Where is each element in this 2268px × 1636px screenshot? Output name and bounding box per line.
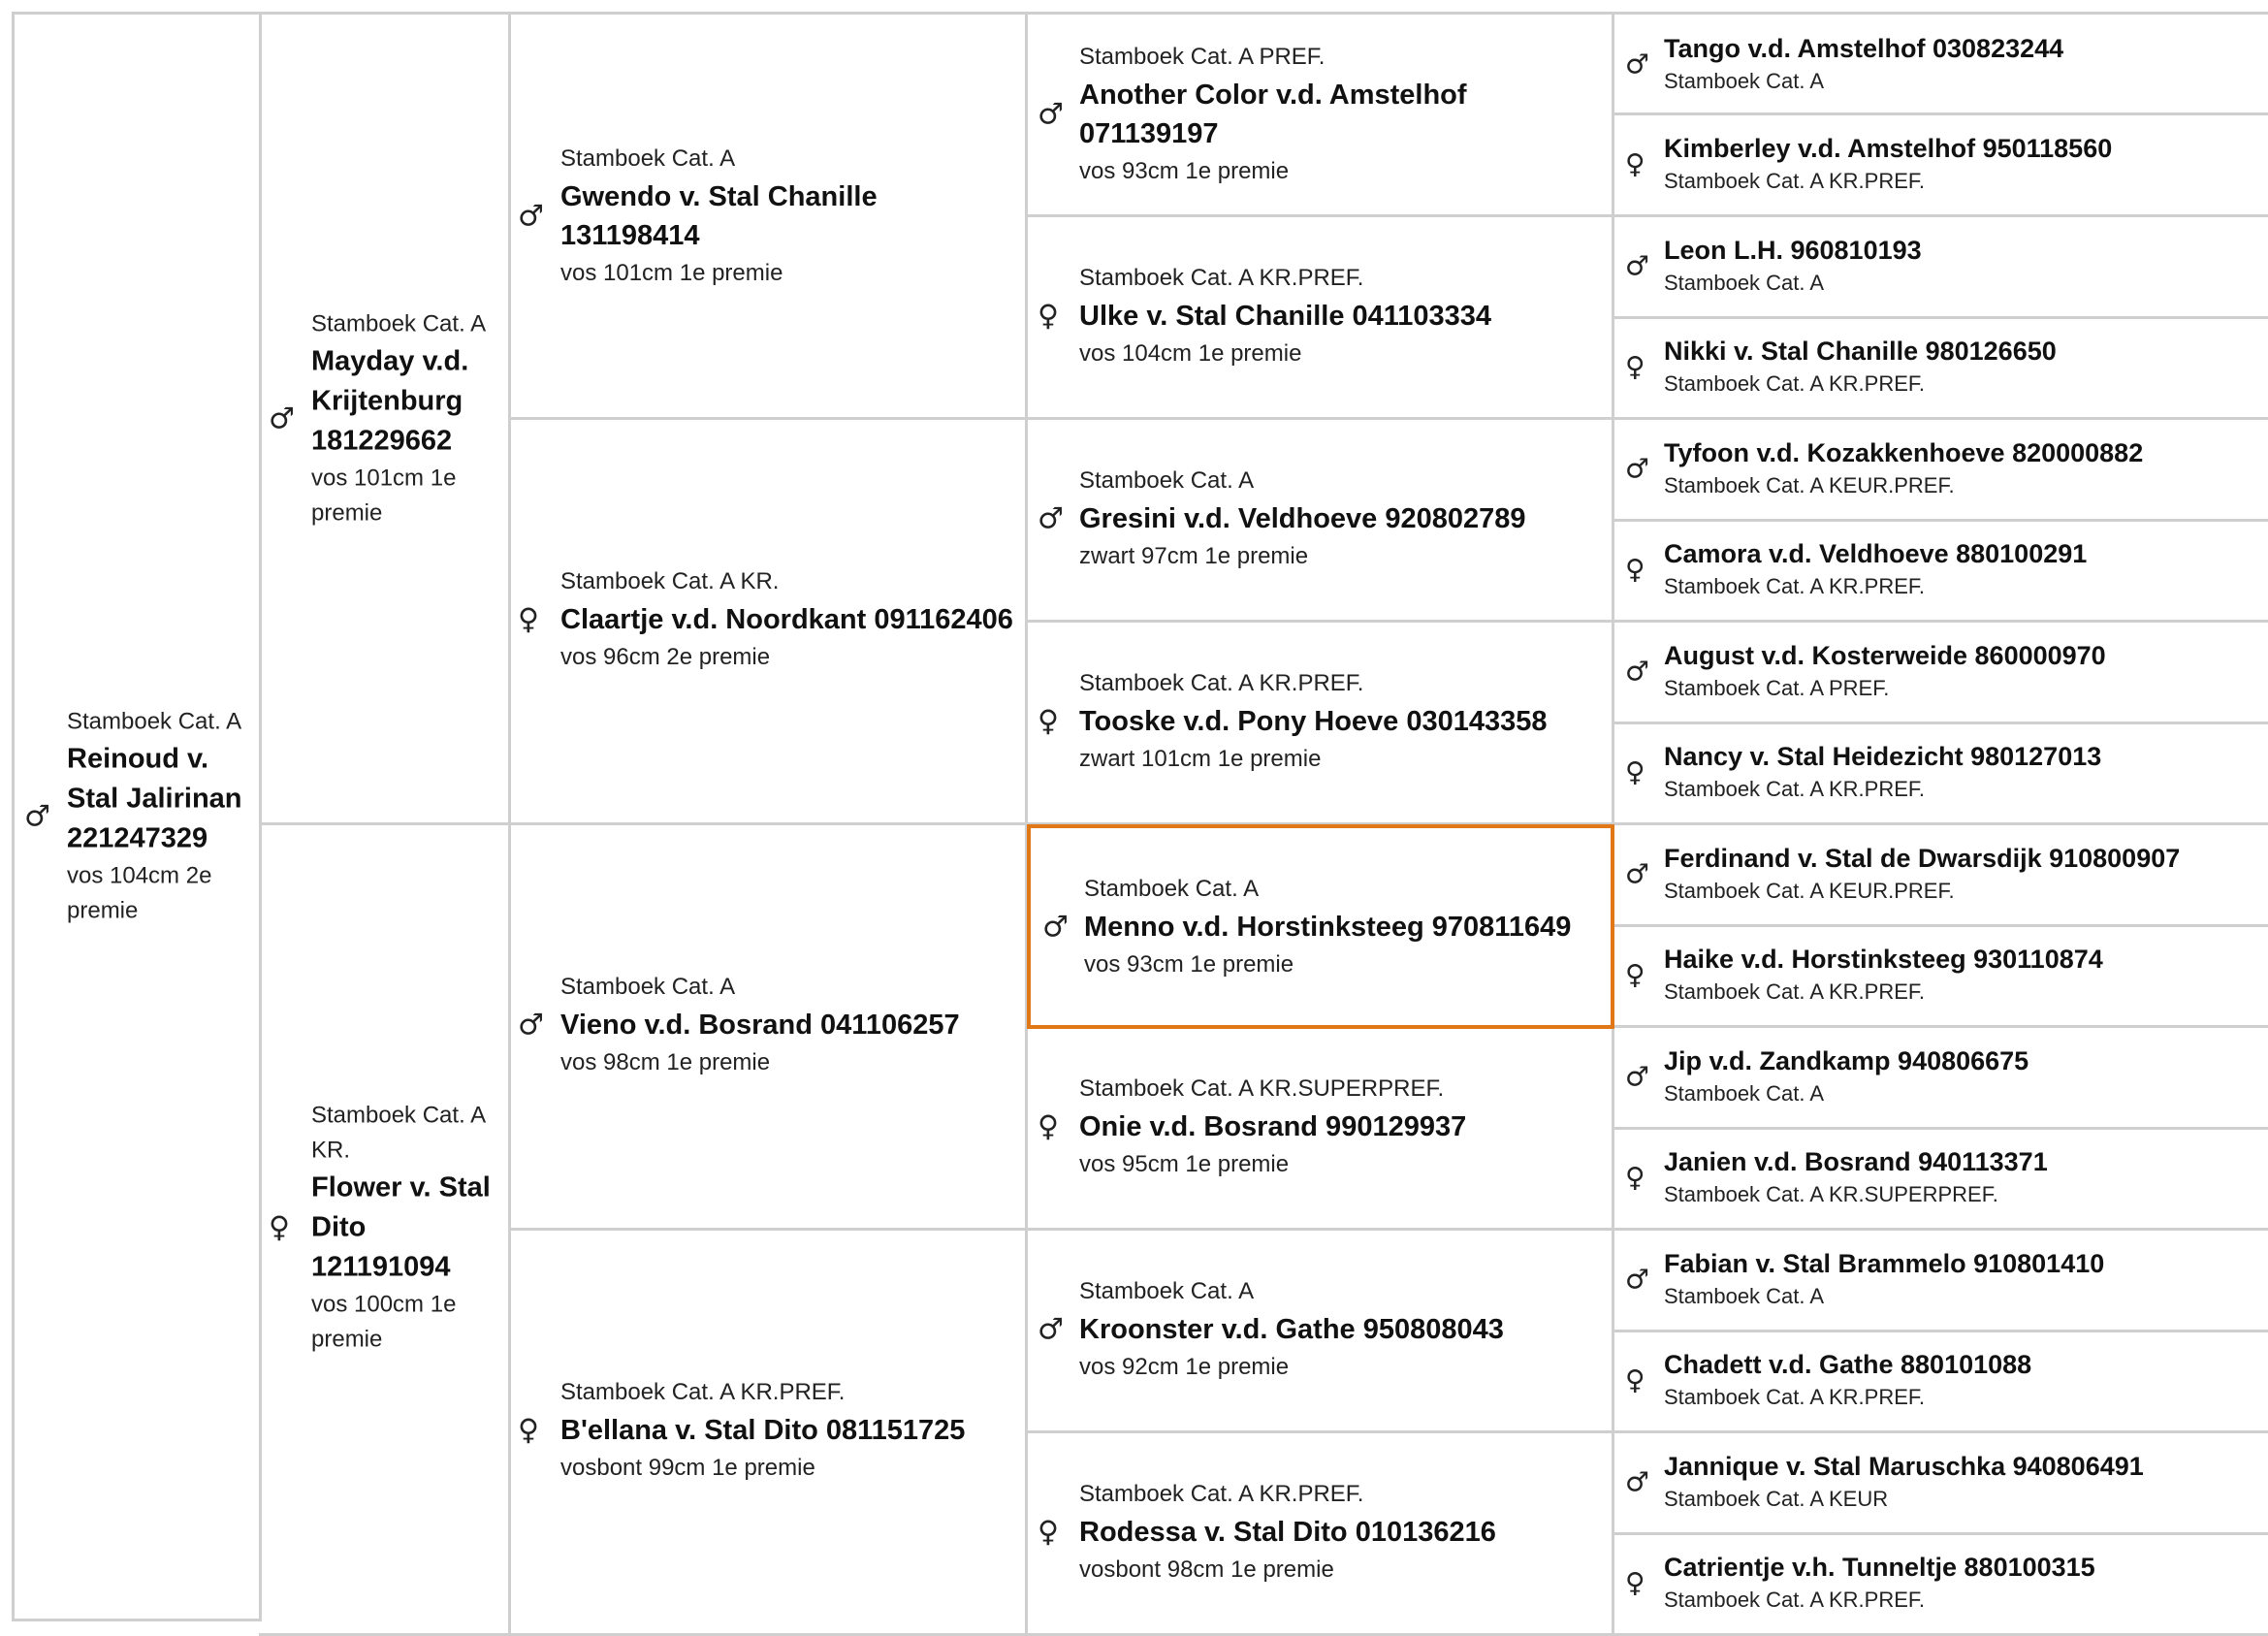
registry-label: Stamboek Cat. A KR.PREF. [1079,1480,1364,1507]
horse-name: Camora v.d. Veldhoeve 880100291 [1664,539,2088,568]
horse-info: vos 95cm 1e premie [1079,1150,1290,1177]
horse-info: vos 101cm 1e premie [311,465,457,526]
paternal-grandsire-cell[interactable] [508,12,1028,420]
horse-name: Gwendo v. Stal Chanille 131198414 [560,180,878,251]
horse-name: Another Color v.d. Amstelhof 071139197 [1079,80,1467,149]
horse-name: Haike v.d. Horstinksteeg 930110874 [1664,945,2103,974]
registry-label: Stamboek Cat. A [1664,1080,1825,1106]
registry-label: Stamboek Cat. A [560,144,736,172]
ancestor-cell-g5[interactable] [1612,924,2268,1028]
male-icon: ♂ [1625,48,1650,80]
female-icon: ♀ [1625,1161,1645,1194]
horse-info: vos 100cm 1e premie [311,1291,457,1353]
female-icon: ♀ [518,1413,539,1448]
registry-label: Stamboek Cat. A KR.PREF. [560,1379,846,1405]
registry-label: Stamboek Cat. A [1084,875,1260,902]
horse-info: vos 101cm 1e premie [560,259,783,286]
horse-name: Claartje v.d. Noordkant 091162406 [560,604,1013,635]
registry-label: Stamboek Cat. A KR.SUPERPREF. [1664,1182,1998,1206]
female-icon: ♀ [1038,1109,1059,1143]
horse-name: Kimberley v.d. Amstelhof 950118560 [1664,133,2113,163]
horse-name: Nikki v. Stal Chanille 980126650 [1664,337,2057,366]
male-icon: ♂ [1625,1263,1650,1295]
registry-label: Stamboek Cat. A KR.PREF. [1079,264,1364,291]
male-icon: ♂ [1038,97,1064,132]
registry-label: Stamboek Cat. A KEUR.PREF. [1664,878,1955,903]
female-icon: ♀ [1625,958,1645,991]
male-icon: ♂ [518,199,544,233]
female-icon: ♀ [269,1210,290,1245]
ancestor-cell-g5[interactable] [1612,822,2268,927]
male-icon: ♂ [1042,910,1069,944]
male-icon: ♂ [1625,857,1650,889]
registry-label: Stamboek Cat. A [1664,1283,1825,1308]
registry-label: Stamboek Cat. A KR.PREF. [1664,777,1926,801]
horse-name: Rodessa v. Stal Dito 010136216 [1079,1516,1496,1548]
ancestor-cell-g4[interactable] [1025,620,1614,825]
horse-name: Gresini v.d. Veldhoeve 920802789 [1079,502,1526,534]
paternal-granddam-cell[interactable] [508,417,1028,825]
horse-name: August v.d. Kosterweide 860000970 [1664,640,2106,670]
female-icon: ♀ [1625,350,1645,383]
ancestor-cell-g5[interactable] [1612,519,2268,623]
ancestor-cell-g4[interactable] [1025,417,1614,623]
ancestor-cell-g5[interactable] [1612,1330,2268,1433]
registry-label: Stamboek Cat. A [560,974,736,1000]
horse-name: Ulke v. Stal Chanille 041103334 [1079,300,1492,332]
ancestor-cell-g4[interactable] [1025,1430,1614,1636]
horse-name: Leon L.H. 960810193 [1664,235,1922,265]
registry-label: Stamboek Cat. A KEUR.PREF. [1664,472,1955,497]
horse-info: vos 98cm 1e premie [560,1049,771,1075]
male-icon: ♂ [1038,501,1064,535]
registry-label: Stamboek Cat. A KR.PREF. [1664,574,1926,598]
horse-info: vos 96cm 2e premie [560,644,771,670]
horse-name: Fabian v. Stal Brammelo 910801410 [1664,1248,2105,1278]
registry-label: Stamboek Cat. A KR.PREF. [1664,168,1926,193]
female-icon: ♀ [1625,553,1645,586]
registry-label: Stamboek Cat. A KR.PREF. [1079,669,1364,696]
horse-name: Tooske v.d. Pony Hoeve 030143358 [1079,705,1548,737]
male-icon: ♂ [1625,655,1650,687]
registry-label: Stamboek Cat. A [1664,68,1825,93]
registry-label: Stamboek Cat. A KR.PREF. [1664,979,1926,1004]
ancestor-cell-g4[interactable] [1025,214,1614,420]
horse-info: vos 104cm 1e premie [1079,339,1302,367]
horse-name: Catrientje v.h. Tunneltje 880100315 [1664,1553,2095,1582]
horse-info: vos 104cm 2e premie [67,862,212,924]
female-icon: ♀ [518,602,539,637]
horse-name: Jannique v. Stal Maruschka 940806491 [1664,1451,2144,1481]
ancestor-cell-g5[interactable] [1612,722,2268,825]
ancestor-cell-g5[interactable] [1612,620,2268,724]
registry-label: Stamboek Cat. A PREF. [1079,44,1326,70]
horse-info: vos 93cm 1e premie [1079,158,1290,184]
registry-label: Stamboek Cat. A [1079,1277,1255,1304]
male-icon: ♂ [1625,249,1650,281]
horse-name: Janien v.d. Bosrand 940113371 [1664,1147,2048,1176]
horse-name: Reinoud v. Stal Jalirinan 221247329 [67,743,242,854]
registry-label: Stamboek Cat. A [67,708,242,735]
female-icon: ♀ [1625,755,1645,788]
registry-label: Stamboek Cat. A KR. [560,568,780,594]
ancestor-cell-g5[interactable] [1612,1532,2268,1636]
sire-cell[interactable] [259,12,511,825]
highlighted-ancestor-cell[interactable] [1027,824,1614,1029]
female-icon: ♀ [1038,299,1059,333]
horse-name: Tyfoon v.d. Kozakkenhoeve 820000882 [1664,437,2144,467]
female-icon: ♀ [1625,1566,1645,1599]
ancestor-cell-g5[interactable] [1612,214,2268,319]
horse-name: B'ellana v. Stal Dito 081151725 [560,1415,966,1446]
ancestor-cell-g4[interactable] [1025,1025,1614,1231]
ancestor-cell-g5[interactable] [1612,1228,2268,1332]
horse-name: Ferdinand v. Stal de Dwarsdijk 910800907 [1664,843,2181,873]
horse-name: Mayday v.d. Krijtenburg 181229662 [311,345,469,456]
horse-name: Onie v.d. Bosrand 990129937 [1079,1110,1467,1142]
male-icon: ♂ [1625,1465,1650,1497]
dam-cell[interactable] [259,822,511,1636]
registry-label: Stamboek Cat. A KEUR [1664,1486,1889,1511]
horse-name: Kroonster v.d. Gathe 950808043 [1079,1313,1504,1345]
horse-name: Chadett v.d. Gathe 880101088 [1664,1350,2032,1379]
registry-label: Stamboek Cat. A KR.PREF. [1664,371,1926,396]
male-icon: ♂ [24,799,50,834]
horse-name: Menno v.d. Horstinksteeg 970811649 [1084,911,1572,943]
female-icon: ♀ [1625,1363,1645,1396]
horse-name: Flower v. Stal Dito 121191094 [311,1171,491,1283]
ancestor-cell-g5[interactable] [1612,1430,2268,1535]
female-icon: ♀ [1625,147,1645,179]
registry-label: Stamboek Cat. A KR.SUPERPREF. [1079,1075,1445,1102]
male-icon: ♂ [1625,452,1650,484]
horse-info: zwart 97cm 1e premie [1079,542,1309,569]
female-icon: ♀ [1038,1515,1059,1549]
male-icon: ♂ [269,401,295,435]
registry-label: Stamboek Cat. A KR.PREF. [1664,1385,1926,1409]
maternal-grandsire-cell[interactable] [508,822,1028,1231]
registry-label: Stamboek Cat. A KR.PREF. [1664,1588,1926,1612]
horse-name: Nancy v. Stal Heidezicht 980127013 [1664,742,2102,771]
horse-info: vos 92cm 1e premie [1079,1353,1290,1380]
horse-info: vos 93cm 1e premie [1084,950,1294,978]
ancestor-cell-g5[interactable] [1612,417,2268,522]
registry-label: Stamboek Cat. A [1079,466,1255,494]
ancestor-cell-g4[interactable] [1025,12,1614,217]
horse-info: vosbont 99cm 1e premie [560,1455,815,1481]
registry-label: Stamboek Cat. A PREF. [1664,675,1890,700]
horse-name: Vieno v.d. Bosrand 041106257 [560,1010,960,1041]
horse-info: zwart 101cm 1e premie [1079,745,1322,772]
registry-label: Stamboek Cat. A [311,310,487,337]
ancestor-cell-g5[interactable] [1612,1127,2268,1231]
male-icon: ♂ [1038,1312,1064,1346]
registry-label: Stamboek Cat. A KR. [311,1102,485,1164]
ancestor-cell-g5[interactable] [1612,12,2268,115]
registry-label: Stamboek Cat. A [1664,270,1825,295]
female-icon: ♀ [1038,704,1059,738]
horse-info: vosbont 98cm 1e premie [1079,1556,1334,1583]
ancestor-cell-g5[interactable] [1612,316,2268,420]
ancestor-cell-g5[interactable] [1612,112,2268,217]
horse-name: Tango v.d. Amstelhof 030823244 [1664,33,2064,63]
ancestor-cell-g4[interactable] [1025,1228,1614,1433]
subject-cell[interactable] [12,12,262,1621]
horse-name: Jip v.d. Zandkamp 940806675 [1664,1045,2029,1075]
male-icon: ♂ [1625,1060,1650,1092]
ancestor-cell-g5[interactable] [1612,1025,2268,1130]
maternal-granddam-cell[interactable] [508,1228,1028,1636]
male-icon: ♂ [518,1008,544,1043]
